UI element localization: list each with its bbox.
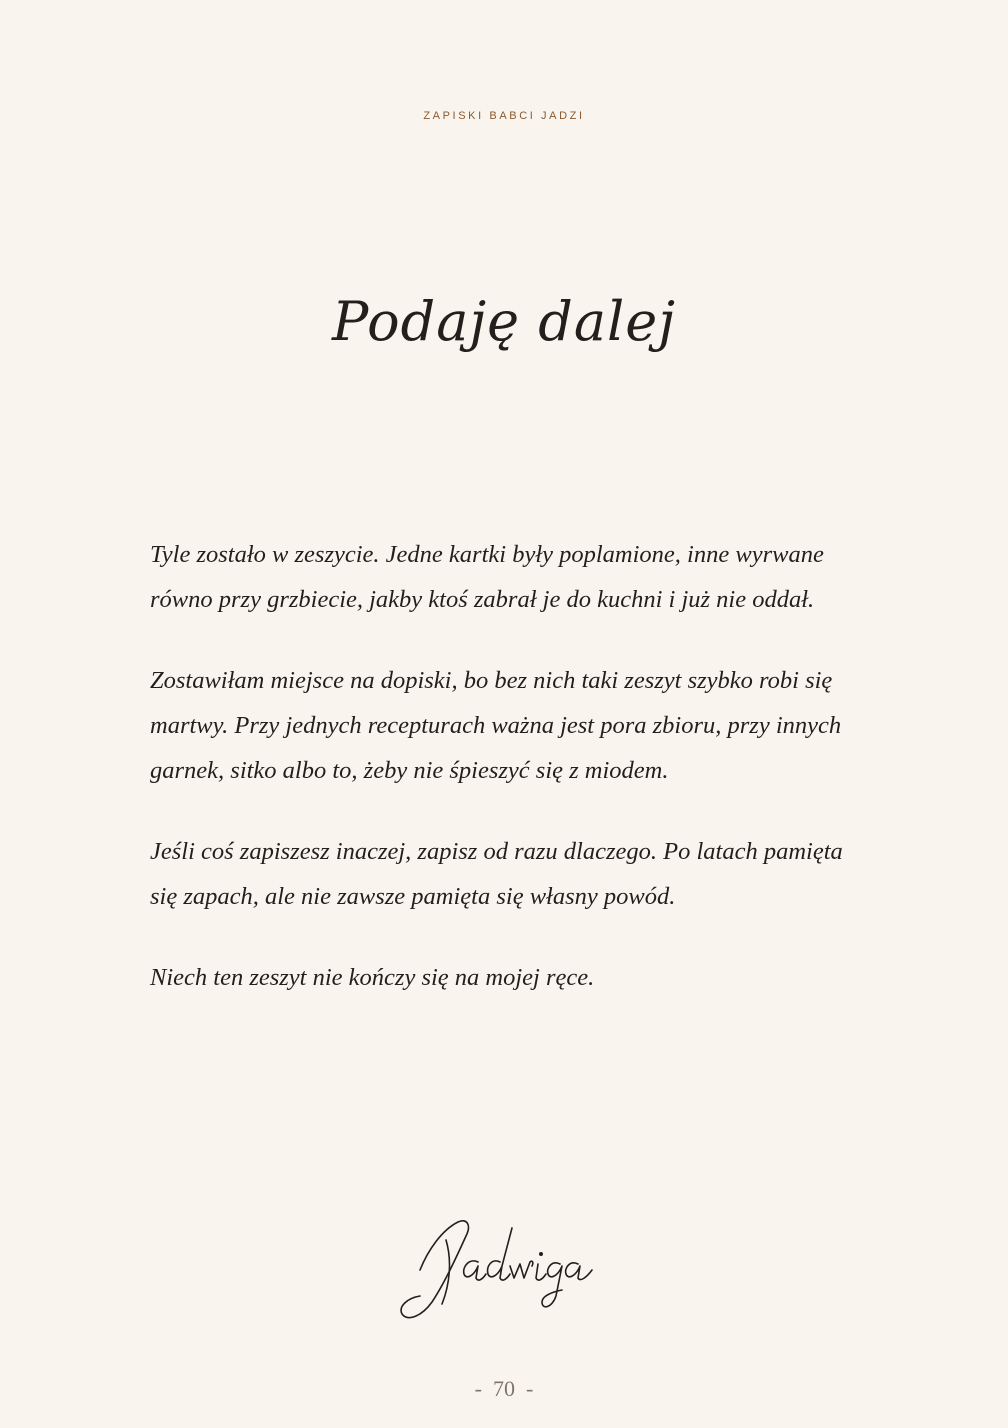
signature — [380, 1200, 620, 1330]
body-text — [150, 532, 860, 1036]
paragraph: Zostawiłam miejsce na dopiski, bo bez nich taki zeszyt szybko robi się martwy. Przy jednych recepturach ważna jest pora zbioru, przy innych garnek, sitko albo to, żeby nie śpieszyć się z miodem. — [150, 667, 842, 784]
paragraph: Niech ten zeszyt nie kończy się na mojej ręce. — [150, 964, 595, 991]
running-header: ZAPISKI BABCI JADZI — [423, 110, 585, 122]
paragraph: Jeśli coś zapiszesz inaczej, zapisz od razu dlaczego. Po latach pamięta się zapach, ale nie zawsze pamięta się własny powód. — [150, 838, 843, 910]
paragraph: Tyle zostało w zeszycie. Jedne kartki były poplamione, inne wyrwane równo przy grzbiecie, jakby ktoś zabrał je do kuchni i już nie oddał. — [150, 541, 824, 613]
page-title: Podaję dalej — [331, 290, 676, 353]
page-number: - 70 - — [474, 1376, 534, 1401]
